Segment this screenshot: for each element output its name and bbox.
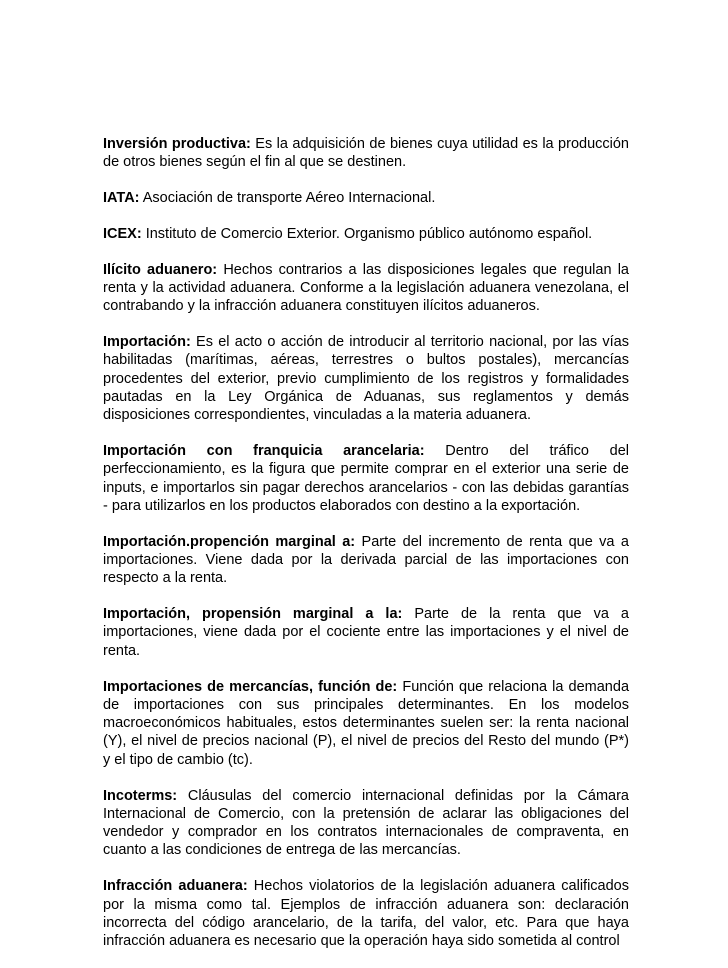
entry-term: Incoterms: <box>103 787 178 804</box>
glossary-entry-inversion-productiva <box>103 135 629 172</box>
entry-definition: Parte de la renta que va a importaciones, viene dada por el cociente entre las importaciones y el nivel de renta. <box>103 606 629 659</box>
entry-definition: Es la adquisición de bienes cuya utilidad es la producción de otros bienes según el fin al que se destinen. <box>103 136 629 171</box>
entry-term: Ilícito aduanero: <box>103 261 218 278</box>
entry-definition: Dentro del tráfico del perfeccionamiento, es la figura que permite comprar en el exterior una serie de inputs, e importarlos sin pagar derechos arancelarios - con las debidas garantías - para utilizarlos en los productos elaborados con destino a la exportación. <box>103 443 629 514</box>
entry-term: Importación: <box>103 334 191 351</box>
entry-term: Importaciones de mercancías, función de: <box>103 678 398 695</box>
glossary-entry-incoterms <box>103 787 629 860</box>
document-page <box>103 135 629 968</box>
glossary-entry-importacion-franquicia <box>103 442 629 515</box>
entry-term: Importación con franquicia arancelaria: <box>103 443 425 460</box>
entry-definition: Parte del incremento de renta que va a importaciones. Viene dada por la derivada parcial de las importaciones con respecto a la renta. <box>103 533 629 587</box>
glossary-entry-iata <box>103 189 629 207</box>
glossary-entry-icex <box>103 225 629 243</box>
entry-definition: Es el acto o acción de introducir al territorio nacional, por las vías habilitadas (marítimas, aéreas, terrestres o bultos postales), mercancías procedentes del exterior, previo cumplimiento de los registros y formalidades pautadas en la Ley Orgánica de Aduanas, sus reglamentos y demás disposiciones correspondientes, vinculadas a la materia aduanera. <box>103 334 629 424</box>
entry-term: Importación, propensión marginal a la: <box>103 606 403 623</box>
glossary-entry-importacion-propencion <box>103 533 629 588</box>
entry-definition: Asociación de transporte Aéreo Internacional. <box>139 190 436 207</box>
entry-definition: Función que relaciona la demanda de importaciones con sus principales determinantes. En los modelos macroeconómicos habituales, estos determinantes suelen ser: la renta nacional (Y), el nivel de precios nacional (P), el nivel de precios del Resto del mundo (P*) y el tipo de cambio (tc). <box>103 678 630 768</box>
entry-term: IATA: <box>103 190 140 207</box>
entry-term: Infracción aduanera: <box>103 878 248 895</box>
glossary-entry-ilicito-aduanero <box>103 261 629 316</box>
entry-definition: Instituto de Comercio Exterior. Organismo público autónomo español. <box>141 225 593 242</box>
entry-term: ICEX: <box>103 225 142 242</box>
entry-term: Importación.propención marginal a: <box>103 533 356 550</box>
entry-definition: Cláusulas del comercio internacional definidas por la Cámara Internacional de Comercio, con la pretensión de aclarar las obligaciones del vendedor y comprador en los contratos internacionales de compraventa, en cuanto a las condiciones de entrega de las mercancías. <box>103 787 629 859</box>
glossary-entry-importacion <box>103 333 629 424</box>
entry-term: Inversión productiva: <box>103 136 251 152</box>
glossary-entry-importaciones-funcion <box>103 678 629 769</box>
entry-definition: Hechos violatorios de la legislación aduanera calificados por la misma como tal. Ejemplos de infracción aduanera son: declaración incorrecta del código arancelario, de la tarifa, del valor, etc. Para que haya infracción aduanera es necesario que la operación haya sido sometida al control <box>103 878 629 950</box>
entry-definition: Hechos contrarios a las disposiciones legales que regulan la renta y la actividad aduanera. Conforme a la legislación aduanera venezolana, el contrabando y la infracción aduanera constituyen ilícitos aduaneros. <box>103 261 629 315</box>
glossary-entry-importacion-propension <box>103 605 629 660</box>
glossary-entry-infraccion-aduanera <box>103 877 629 950</box>
